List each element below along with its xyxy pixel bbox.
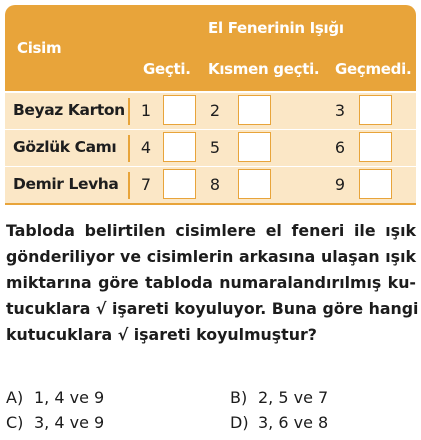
question-line: tucuklara √ işareti koyuluyor. Buna göre hangi [6, 299, 419, 318]
option-text: 3, 4 ve 9 [34, 413, 105, 432]
light-table [5, 5, 416, 204]
option-letter: B) [230, 388, 248, 407]
check-box [163, 132, 196, 162]
check-box [163, 169, 196, 199]
option-letter: D) [230, 413, 249, 432]
option-text: 1, 4 ve 9 [34, 388, 105, 407]
option-d[interactable] [230, 413, 328, 432]
check-box [163, 95, 196, 125]
option-text: 3, 6 ve 8 [258, 413, 329, 432]
cell-number: 6 [334, 138, 346, 157]
question-line: Tabloda belirtilen cisimlere el feneri ile ışık [6, 221, 416, 240]
divider [128, 98, 130, 125]
cell-number: 5 [209, 138, 221, 157]
cell-number: 8 [209, 175, 221, 194]
check-box [238, 95, 271, 125]
column-not-passed: Geçmedi. [335, 60, 412, 78]
table-row [5, 167, 416, 203]
question-line: kutucuklara √ işareti koyulmuştur? [6, 325, 317, 344]
row-label: Gözlük Camı [13, 138, 117, 156]
cell-number: 4 [140, 138, 152, 157]
table-header [5, 5, 416, 91]
question-text [6, 218, 419, 348]
option-letter: C) [6, 413, 24, 432]
cell-number: 3 [334, 101, 346, 120]
object-header: Cisim [17, 39, 62, 57]
table-bottom-line [5, 203, 416, 205]
table-row [5, 130, 416, 166]
light-header: El Fenerinin Işığı [208, 19, 344, 37]
question-line: miktarına göre tabloda numaralandırılmış ku- [6, 273, 416, 292]
divider [128, 135, 130, 162]
option-c[interactable] [6, 413, 104, 432]
row-label: Demir Levha [13, 175, 119, 193]
option-b[interactable] [230, 388, 328, 407]
option-letter: A) [6, 388, 24, 407]
cell-number: 7 [140, 175, 152, 194]
check-box [359, 169, 392, 199]
cell-number: 9 [334, 175, 346, 194]
check-box [238, 132, 271, 162]
question-line: gönderiliyor ve cisimlerin arkasına ulaşan ışık [6, 247, 416, 266]
option-text: 2, 5 ve 7 [258, 388, 329, 407]
divider [128, 172, 130, 199]
cell-number: 2 [209, 101, 221, 120]
check-box [359, 95, 392, 125]
option-a[interactable] [6, 388, 104, 407]
column-passed: Geçti. [143, 60, 191, 78]
check-box [238, 169, 271, 199]
column-partially-passed: Kısmen geçti. [208, 60, 320, 78]
row-label: Beyaz Karton [13, 101, 125, 119]
check-box [359, 132, 392, 162]
cell-number: 1 [140, 101, 152, 120]
table-row [5, 93, 416, 129]
